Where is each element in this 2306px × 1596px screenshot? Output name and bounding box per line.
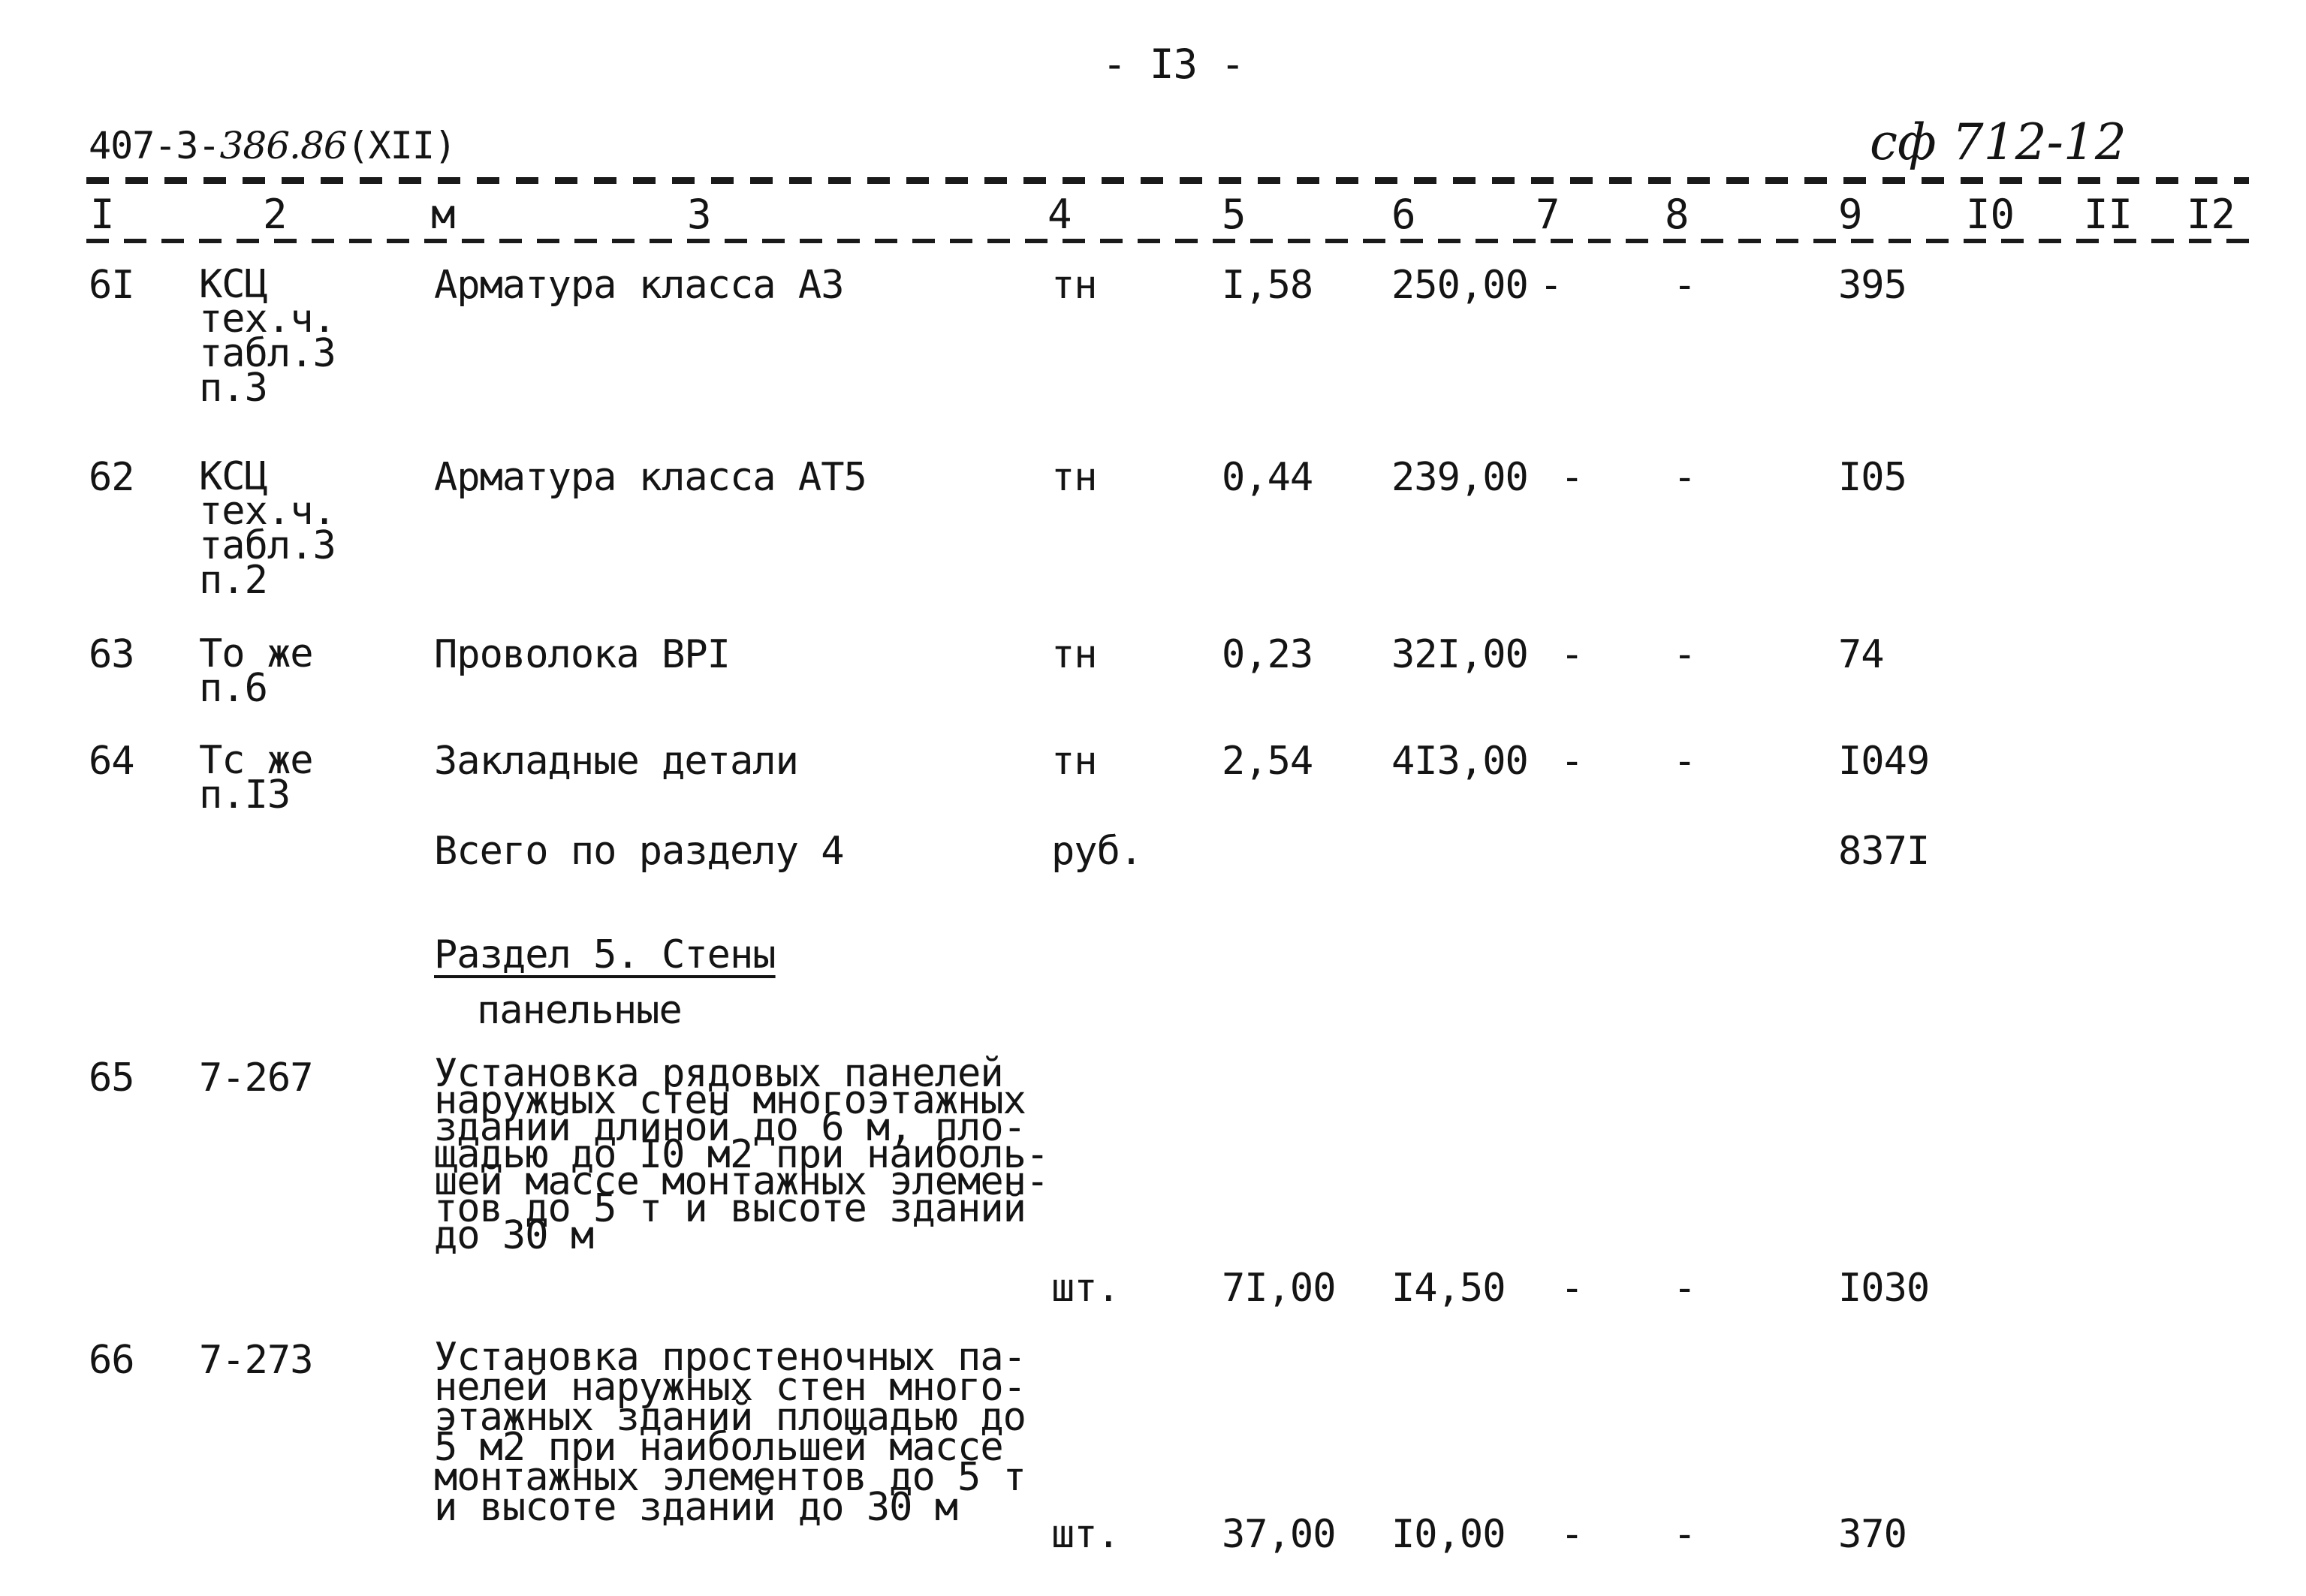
header-underline <box>86 239 2249 243</box>
row-61-price: 250,00 <box>1391 263 1528 308</box>
row-65-price: I4,50 <box>1391 1266 1506 1311</box>
subtotal-description: Всего по разделу 4 <box>434 829 844 874</box>
row-65-col8: - <box>1673 1266 1696 1311</box>
row-62-col8: - <box>1673 455 1696 500</box>
row-63-quantity: 0,23 <box>1222 632 1313 677</box>
section-subtitle: панельные <box>477 988 682 1033</box>
doc-code-suffix: (XII) <box>346 124 457 167</box>
row-64-description: Закладные детали <box>434 739 798 784</box>
page-number: - I3 - <box>1102 41 1245 88</box>
row-66-col7: - <box>1560 1512 1584 1557</box>
row-66-col8: - <box>1673 1512 1696 1557</box>
col-header-12: I2 <box>2187 191 2236 238</box>
document-code <box>89 124 457 167</box>
row-65-number: 65 <box>89 1055 134 1101</box>
col-header-6: 6 <box>1391 191 1416 238</box>
row-64-total: I049 <box>1838 739 1930 784</box>
row-62-col7: - <box>1560 455 1584 500</box>
row-64-unit: тн <box>1051 739 1097 784</box>
row-65-col7: - <box>1560 1266 1584 1311</box>
row-61-unit: тн <box>1051 263 1097 308</box>
row-61-col8: - <box>1673 263 1696 308</box>
row-63-total: 74 <box>1838 632 1884 677</box>
corner-note: сф 712-12 <box>1870 113 2127 171</box>
row-61-number: 6I <box>89 263 134 308</box>
row-65-code: 7-267 <box>199 1055 313 1101</box>
row-63-col8: - <box>1673 632 1696 677</box>
row-65-total: I030 <box>1838 1266 1930 1311</box>
row-66-unit: шт. <box>1051 1512 1120 1557</box>
row-62-price: 239,00 <box>1391 455 1528 500</box>
row-62-description: Арматура класса АТ5 <box>434 455 867 500</box>
col-header-4: 4 <box>1047 191 1072 238</box>
row-61-col7: - <box>1539 263 1563 308</box>
col-header-m: м <box>431 191 456 238</box>
row-66-description: Установка простеночных па- нелей наружных стен много- этажных зданий площадью до 5 м2 при наибольшей массе монтажных элементов до 5 т и высоте зданий до 30 м <box>434 1335 1026 1530</box>
row-63-unit: тн <box>1051 632 1097 677</box>
row-63-number: 63 <box>89 632 134 677</box>
row-61-code: КСЦ тех.ч. табл.3 п.3 <box>199 262 336 411</box>
doc-code-prefix: 407-3- <box>89 124 220 167</box>
col-header-7: 7 <box>1536 191 1560 238</box>
col-header-5: 5 <box>1222 191 1246 238</box>
row-66-code: 7-273 <box>199 1338 313 1383</box>
row-64-col8: - <box>1673 739 1696 784</box>
row-65-unit: шт. <box>1051 1266 1120 1311</box>
row-64-col7: - <box>1560 739 1584 784</box>
col-header-2: 2 <box>263 191 288 238</box>
col-header-10: I0 <box>1966 191 2015 238</box>
row-66-price: I0,00 <box>1391 1512 1506 1557</box>
row-61-description: Арматура класса А3 <box>434 263 844 308</box>
row-66-total: 370 <box>1838 1512 1907 1557</box>
row-65-quantity: 7I,00 <box>1222 1266 1336 1311</box>
row-62-number: 62 <box>89 455 134 500</box>
row-61-quantity: I,58 <box>1222 263 1313 308</box>
subtotal-unit: руб. <box>1051 829 1143 874</box>
row-64-number: 64 <box>89 739 134 784</box>
doc-code-handwritten: 386.86 <box>219 124 347 167</box>
row-62-total: I05 <box>1838 455 1907 500</box>
col-header-11: II <box>2084 191 2133 238</box>
row-66-quantity: 37,00 <box>1222 1512 1336 1557</box>
col-header-9: 9 <box>1838 191 1863 238</box>
row-64-price: 4I3,00 <box>1391 739 1528 784</box>
row-66-number: 66 <box>89 1338 134 1383</box>
section-title: Раздел 5. Стены <box>434 932 776 977</box>
top-dashed-rule <box>86 177 2249 184</box>
row-62-quantity: 0,44 <box>1222 455 1313 500</box>
row-62-code: КСЦ тех.ч. табл.3 п.2 <box>199 454 336 603</box>
subtotal-total: 837I <box>1838 829 1930 874</box>
row-64-code: Тс же п.I3 <box>199 738 313 818</box>
col-header-1: I <box>90 191 115 238</box>
row-61-total: 395 <box>1838 263 1907 308</box>
row-63-code: То же п.6 <box>199 631 313 711</box>
col-header-8: 8 <box>1665 191 1690 238</box>
col-header-3: 3 <box>687 191 712 238</box>
row-64-quantity: 2,54 <box>1222 739 1313 784</box>
row-63-price: 32I,00 <box>1391 632 1528 677</box>
row-63-col7: - <box>1560 632 1584 677</box>
row-65-description: Установка рядовых панелей наружных стен многоэтажных зданий длиной до 6 м, пло- щадью до I0 м2 при наиболь- шей массе монтажных элемен- тов до 5 т и высоте зданий до 30 м <box>434 1051 1049 1258</box>
row-63-description: Проволока ВРI <box>434 632 730 677</box>
row-62-unit: тн <box>1051 455 1097 500</box>
